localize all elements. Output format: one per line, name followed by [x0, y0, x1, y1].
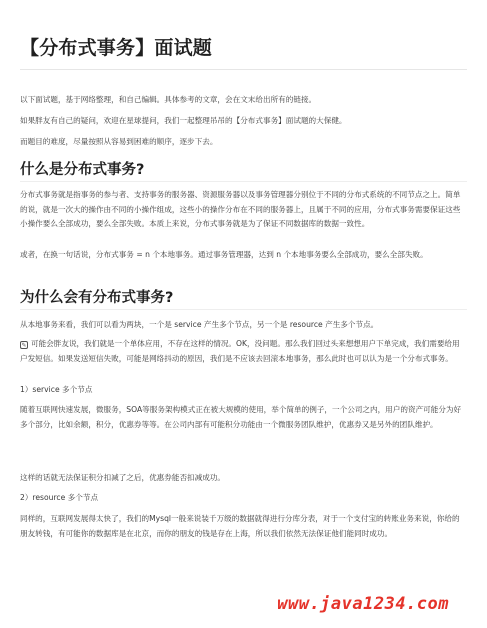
service-paragraph-2: 这样的话就无法保证积分扣减了之后，优惠券能否扣减成功。: [20, 473, 226, 482]
section-heading-what: 什么是分布式事务?: [20, 162, 145, 178]
intro-paragraph-3: 而题目的难度，尽量按照从容易到困难的顺序，逐步下去。: [20, 137, 218, 146]
section-divider: [20, 309, 467, 310]
intro-paragraph-1: 以下面试题，基于网络整理，和自己编辑。具体参考的文章，会在文末给出所有的链接。: [20, 95, 317, 104]
note-icon: ✎: [21, 342, 27, 349]
section-heading-why: 为什么会有分布式事务?: [20, 290, 174, 306]
service-paragraph-1: 随着互联网快速发展，微服务，SOA等服务架构模式正在被大规模的使用，举个简单的例子，一个公司之内，用户的资产可能分为好多个部分，比如余额，积分，优惠券等等。在公司内部有可能积分功能由一个微服务团队维护，优惠券又是另外的团队维护。: [20, 405, 462, 429]
section2-note: [20, 337, 467, 366]
section-divider: [20, 181, 467, 182]
subsection-title-resource: 2）resource 多个节点: [20, 493, 99, 502]
section1-paragraph-1: 分布式事务就是指事务的参与者、支持事务的服务器、资源服务器以及事务管理器分别位于不同的分布式系统的不同节点之上。简单的说，就是一次大的操作由不同的小操作组成，这些小的操作分布在不同的服务器上，且属于不同的应用，分布式事务需要保证这些小操作要么全部成功，要么全部失败。本质上来说，分布式事务就是为了保证不同数据库的数据一致性。: [20, 190, 461, 228]
page-title: 【分布式事务】面试题: [20, 37, 213, 59]
section2-paragraph-1: 从本地事务来看，我们可以看为两块，一个是 service 产生多个节点，另一个是 resource 产生多个节点。: [20, 320, 379, 329]
section2-note-text: 可能会胖友说，我们就是一个单体应用，不存在这样的情况。OK，没问题。那么我们回过头来想想用户下单完成，我们需要给用户发短信。如果发送短信失败，可能是网络抖动的原因，我们是不应该去回滚本地事务，那么此时也可以认为是一个分布式事务。: [20, 339, 460, 363]
title-divider: [20, 69, 467, 70]
intro-paragraph-2: 如果胖友有自己的疑问，欢迎在星球提问，我们一起整理吊吊的【分布式事务】面试题的大保健。: [20, 116, 347, 125]
watermark-url: www.java1234.com: [277, 594, 449, 614]
resource-paragraph-1: 同样的，互联网发展得太快了，我们的Mysql一般来说装千万级的数据就得进行分库分表，对于一个支付宝的转账业务来说，你给的朋友转钱，有可能你的数据库是在北京，而你的朋友的钱是存在上海，所以我们依然无法保证他们能同时成功。: [20, 514, 460, 538]
subsection-title-service: 1）service 多个节点: [20, 385, 93, 394]
section1-paragraph-2: 或者，在换一句话说，分布式事务 = n 个本地事务。通过事务管理器，达到 n 个本地事务要么全部成功，要么全部失败。: [20, 250, 428, 259]
